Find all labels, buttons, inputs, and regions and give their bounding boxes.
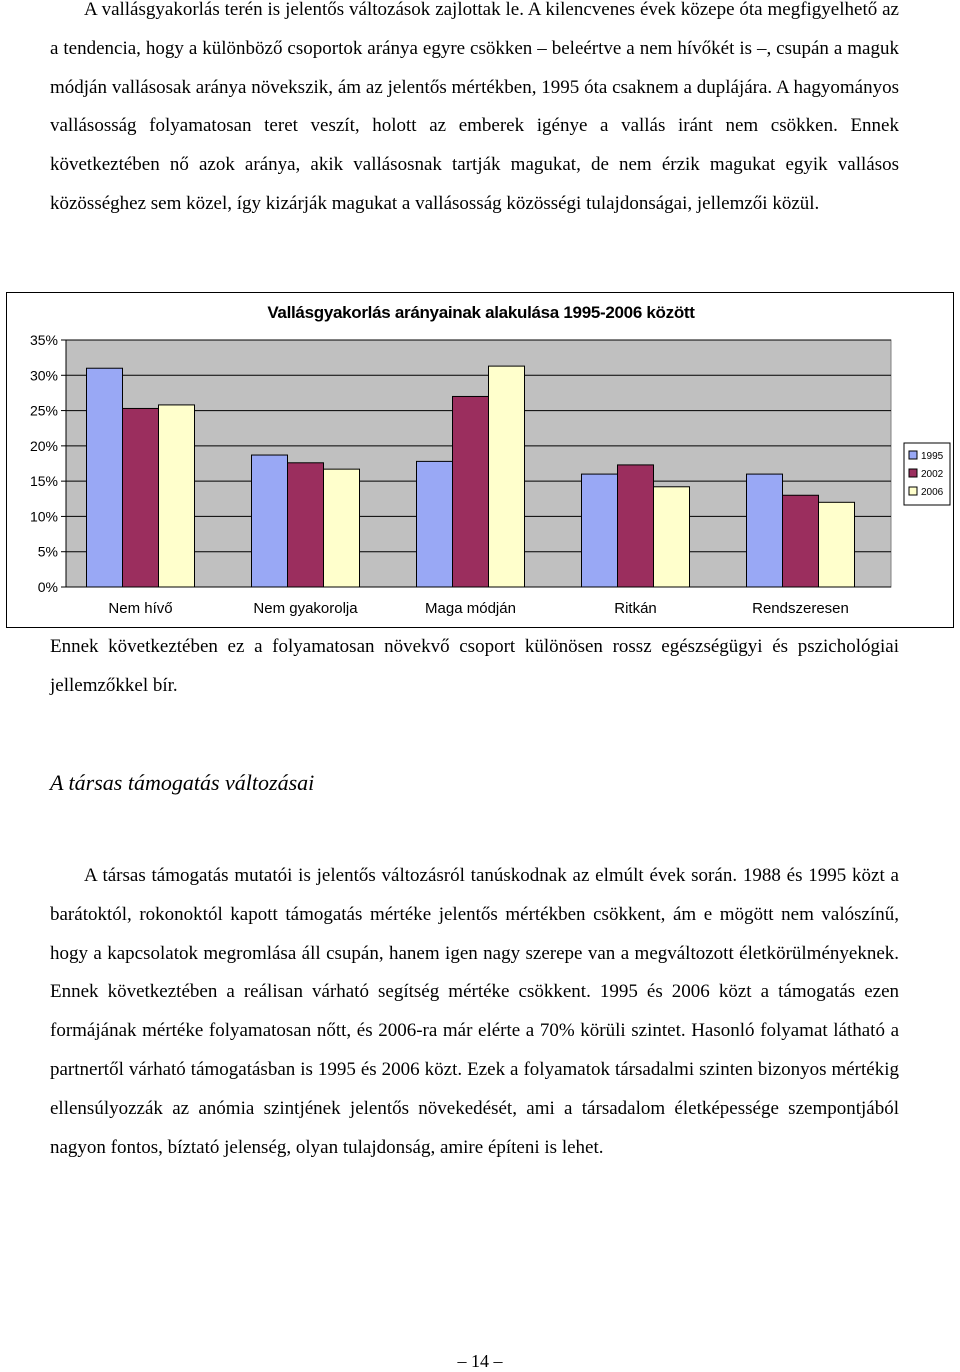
bar-1995-0 [87,368,123,587]
category-label: Rendszeresen [752,600,849,617]
bar-1995-2 [417,461,453,587]
category-label: Nem gyakorolja [253,600,358,617]
consequence-paragraph: Ennek következtében ez a folyamatosan növekvő csoport különösen rossz egészségügyi és pszichológiai jellemzőkkel bír. [50,636,899,696]
religious-practice-chart [6,292,954,628]
intro-paragraph: A vallásgyakorlás terén is jelentős változások zajlottak le. A kilencvenes évek közepe óta megfigyelhető az a tendencia, hogy a különböző csoportok aránya egyre csökken – beleértve a nem hívőkét is –, csupán a maguk módján vallásosak aránya növekszik, ám az jelentős mértékben, 1995 óta csaknem a duplájára. A hagyományos vallásosság folyamatosan teret veszít, holott az emberek igénye a vallás iránt nem csökken. Ennek következtében nő azok aránya, akik vallásosnak tartják magukat, de nem érzik magukat egyik vallásos közösséghez sem közel, így kizárják magukat a vallásosság közösségi tulajdonságai, jellemzői közül. [50,0,899,214]
y-tick-label: 10% [29,508,58,525]
bar-2002-4 [783,495,819,587]
section-heading: A társas támogatás változásai [50,770,315,795]
bar-2002-3 [618,465,654,587]
bar-2006-0 [159,405,195,587]
bar-2002-0 [123,408,159,587]
bar-1995-1 [252,455,288,587]
chart-svg [7,293,955,629]
social-support-paragraph: A társas támogatás mutatói is jelentős változásról tanúskodnak az elmúlt évek során. 1988 és 1995 közt a barátoktól, rokonoktól kapott támogatás mértéke jelentős mértékben csökkent, ám e mögött nem valószínű, hogy a kapcsolatok megromlása áll csupán, hanem igen nagy szerepe van a megváltozott életkörülményeknek. Ennek következtében a reálisan várható segítség mértéke csökkent. 1995 és 2006 közt a támogatás ezen formájának mértéke folyamatosan nőtt, és 2006-ra már elérte a 70% körüli szintet. Hasonló folyamat látható a partnertől várható támogatásban is 1995 és 2006 közt. Ezek a folyamatok társadalmi szinten bizonyos mértékig ellensúlyozzák az anómia szintjének jelentős növekedését, ami a társadalom életképessége szempontjából nagyon fontos, bíztató jelenség, olyan tulajdonság, amire építeni is lehet. [50,865,899,1158]
legend-swatch-2002 [909,469,917,477]
y-tick-label: 30% [29,367,58,384]
bar-2002-1 [288,463,324,587]
bar-2002-2 [453,396,489,587]
bar-1995-3 [582,474,618,587]
y-tick-label: 25% [29,402,58,419]
chart-title: Vallásgyakorlás arányainak alakulása 1995-2006 között [267,303,695,322]
y-tick-label: 5% [37,543,58,560]
bar-1995-4 [747,474,783,587]
bar-2006-2 [489,366,525,587]
category-label: Nem hívő [108,600,173,617]
category-label: Maga módján [425,600,516,617]
legend-swatch-1995 [909,451,917,459]
legend-swatch-2006 [909,487,917,495]
bar-2006-4 [819,502,855,587]
y-tick-label: 35% [29,332,58,348]
y-tick-label: 15% [29,473,58,490]
y-tick-label: 20% [29,437,58,454]
y-tick-label: 0% [37,579,58,595]
legend-label-2006: 2006 [921,487,944,498]
legend-label-1995: 1995 [921,451,944,462]
category-label: Ritkán [614,600,657,617]
bar-2006-3 [654,487,690,587]
page-number: – 14 – [457,1351,503,1371]
bar-2006-1 [324,469,360,587]
legend-label-2002: 2002 [921,469,944,480]
